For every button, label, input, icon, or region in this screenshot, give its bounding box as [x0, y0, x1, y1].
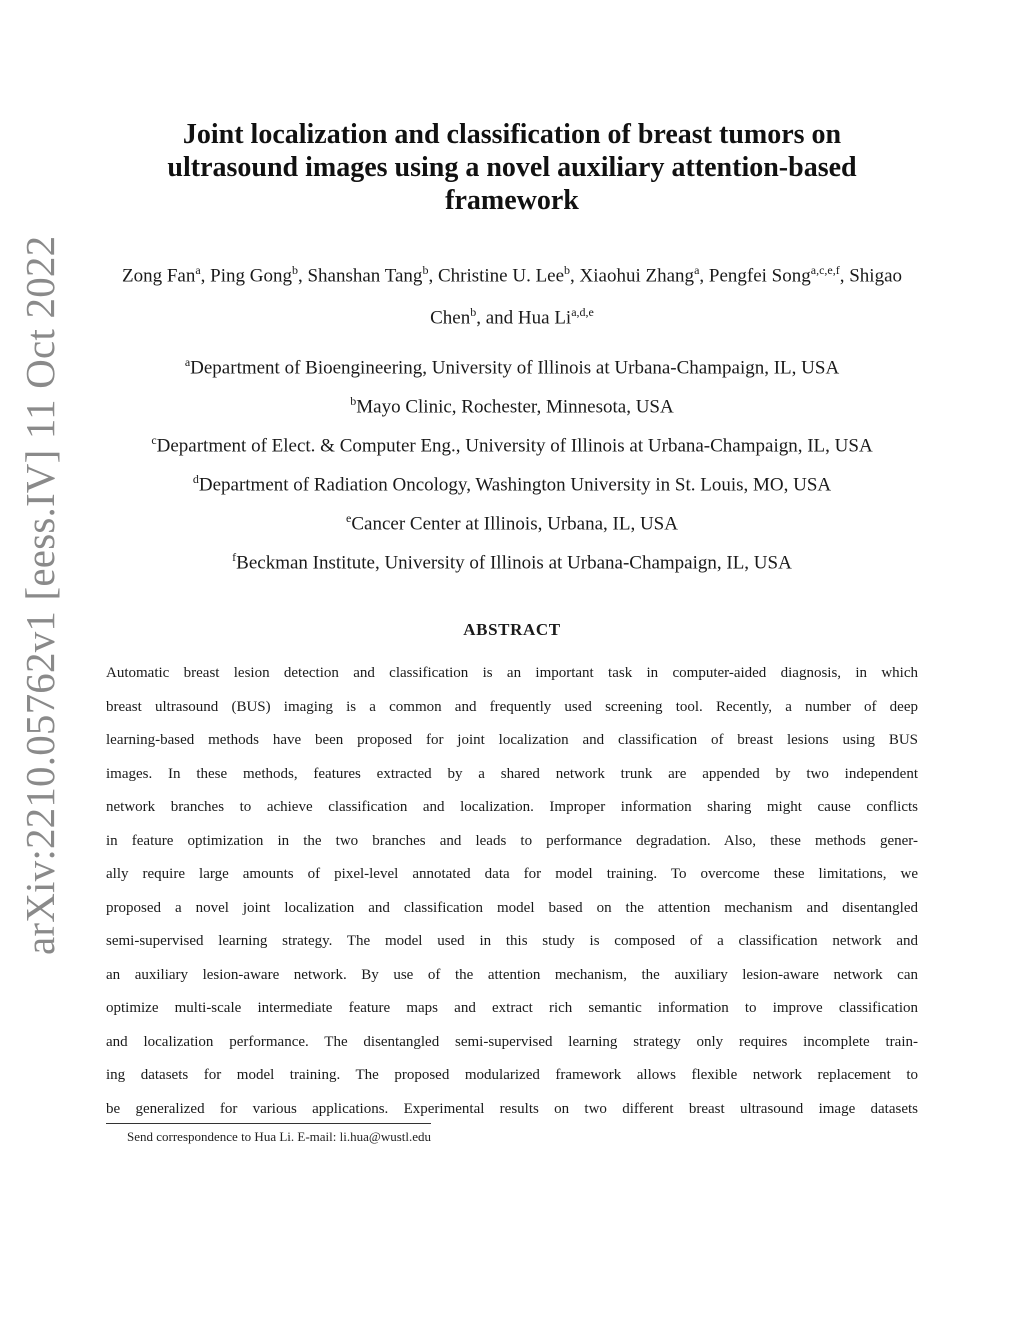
abstract-line: and localization performance. The disentangled semi-supervised learning strategy only requires incomplete train- — [106, 1033, 918, 1050]
affiliation-list — [90, 343, 934, 577]
title-line: Joint localization and classification of breast tumors on — [182, 119, 842, 150]
author-list — [110, 252, 914, 337]
abstract-line: proposed a novel joint localization and classification model based on the attention mechanism and disentangled — [106, 899, 918, 916]
affiliation-line — [90, 382, 934, 421]
author-name: Zong Fan — [121, 265, 196, 287]
affiliation-line — [90, 421, 934, 460]
affiliation-text: Department of Elect. & Computer Eng., University of Illinois at Urbana-Champaign, IL, USA — [156, 435, 873, 457]
affiliation-marker: a — [184, 355, 191, 369]
abstract-heading: ABSTRACT — [463, 620, 561, 639]
affiliation-marker: e — [346, 511, 352, 525]
affiliation-marker: f — [232, 550, 237, 564]
affiliation-text: Mayo Clinic, Rochester, Minnesota, USA — [356, 396, 674, 418]
author-affiliation-marker: a,c,e,f — [810, 263, 840, 277]
abstract-line: images. In these methods, features extracted by a shared network trunk are appended by two independent — [106, 765, 918, 782]
abstract-line: breast ultrasound (BUS) imaging is a common and frequently used screening tool. Recently, a number of deep — [106, 698, 918, 715]
author-affiliation-marker: a — [694, 263, 700, 277]
author-separator: , — [200, 265, 211, 287]
author-separator: , — [699, 265, 709, 287]
author-separator: , — [839, 265, 850, 287]
author-name: Pengfei Song — [708, 265, 811, 287]
abstract-line: optimize multi-scale intermediate feature maps and extract rich semantic information to improve classification — [106, 1000, 918, 1016]
affiliation-line — [90, 499, 934, 538]
abstract-line: network branches to achieve classification and localization. Improper information sharing might cause conflicts — [106, 799, 918, 815]
author-separator: , and — [476, 307, 518, 329]
author-separator: , — [297, 265, 308, 287]
footnote-divider — [106, 1123, 431, 1124]
affiliation-marker: c — [151, 433, 157, 447]
abstract-body — [106, 657, 918, 1126]
abstract-line: be generalized for various applications. Experimental results on two different breast ultrasound image datasets — [106, 1100, 918, 1117]
abstract-line: semi-supervised learning strategy. The model used in this study is composed of a classification network and — [106, 933, 918, 949]
author-affiliation-marker: a,d,e — [571, 305, 594, 320]
author-name: Xiaohui Zhang — [579, 265, 695, 287]
arxiv-identifier-stamp: arXiv:2210.05762v1 [eess.IV] 11 Oct 2022 — [17, 235, 63, 955]
abstract-line: in feature optimization in the two branches and leads to performance degradation. Also, these methods gener- — [106, 832, 918, 849]
author-name: Ping Gong — [210, 265, 292, 287]
author-affiliation-marker: b — [470, 305, 477, 320]
affiliation-marker: d — [192, 472, 199, 486]
affiliation-line — [90, 538, 934, 577]
author-affiliation-marker: a — [195, 263, 201, 277]
affiliation-text: Cancer Center at Illinois, Urbana, IL, USA — [351, 513, 678, 535]
author-separator: , — [428, 265, 438, 287]
affiliation-text: Department of Radiation Oncology, Washington University in St. Louis, MO, USA — [198, 474, 832, 496]
author-affiliation-marker: b — [422, 263, 429, 277]
title-line: framework — [445, 185, 579, 216]
author-name: Shanshan Tang — [307, 265, 423, 287]
affiliation-text: Department of Bioengineering, University of Illinois at Urbana-Champaign, IL, USA — [190, 357, 840, 379]
author-name: Shigao Chen — [430, 265, 903, 329]
affiliation-line — [90, 343, 934, 382]
author-name: Christine U. Lee — [437, 265, 565, 287]
author-affiliation-marker: b — [291, 263, 298, 277]
abstract-line: an auxiliary lesion-aware network. By use of the attention mechanism, the auxiliary lesion-aware network can — [106, 966, 918, 983]
affiliation-line — [90, 460, 934, 499]
author-separator: , — [570, 265, 580, 287]
paper-title — [120, 118, 904, 217]
abstract-line: learning-based methods have been proposed for joint localization and classification of breast lesions using BUS — [106, 732, 918, 748]
abstract-line: Automatic breast lesion detection and classification is an important task in computer-aided diagnosis, in which — [106, 665, 918, 681]
correspondence-footnote: Send correspondence to Hua Li. E-mail: li.hua@wustl.edu — [127, 1129, 432, 1144]
abstract-line: ally require large amounts of pixel-level annotated data for model training. To overcome these limitations, we — [106, 866, 918, 882]
author-affiliation-marker: b — [564, 263, 571, 277]
affiliation-text: Beckman Institute, University of Illinois at Urbana-Champaign, IL, USA — [236, 552, 792, 574]
abstract-line: ing datasets for model training. The proposed modularized framework allows flexible network replacement to — [106, 1067, 918, 1083]
affiliation-marker: b — [350, 394, 357, 408]
title-line: ultrasound images using a novel auxiliary attention-based — [167, 152, 857, 183]
author-name: Hua Li — [517, 307, 572, 329]
